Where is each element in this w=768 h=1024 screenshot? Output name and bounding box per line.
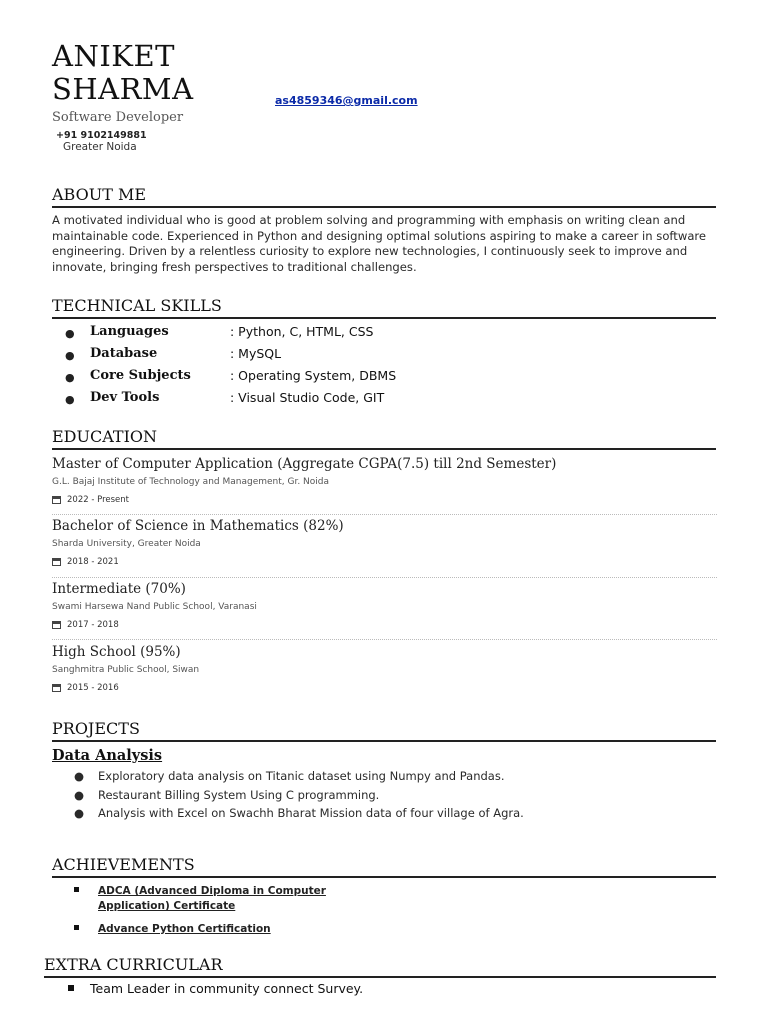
calendar-icon (52, 496, 61, 504)
institution: Swami Harsewa Nand Public School, Varanasi (52, 602, 257, 612)
bullet-icon: ● (65, 393, 75, 406)
bullet-icon: ● (65, 349, 75, 362)
bullet-icon: ● (65, 371, 75, 384)
project-item-text: Exploratory data analysis on Titanic dataset using Numpy and Pandas. (98, 769, 505, 783)
date-text: 2015 - 2016 (67, 683, 119, 693)
achievement-text: Advance Python Certification (98, 923, 271, 935)
institution: G.L. Bajaj Institute of Technology and Management, Gr. Noida (52, 477, 330, 487)
extra-item (68, 981, 468, 999)
education-heading: EDUCATION (52, 427, 716, 450)
institution: Sharda University, Greater Noida (52, 539, 201, 549)
location: Greater Noida (63, 141, 137, 153)
degree-title: Intermediate (70%) (52, 581, 186, 597)
education-entry (52, 517, 717, 567)
list-item (74, 767, 694, 786)
square-bullet-icon (74, 925, 79, 930)
skill-label: Core Subjects (90, 368, 191, 383)
skill-label: Dev Tools (90, 390, 160, 405)
name-line-2: SHARMA (52, 72, 194, 106)
date-text: 2018 - 2021 (67, 557, 119, 567)
achievement-item (74, 922, 374, 938)
date-range (52, 557, 717, 567)
date-text: 2017 - 2018 (67, 620, 119, 630)
bullet-icon: ● (74, 806, 85, 820)
skills-heading: TECHNICAL SKILLS (52, 296, 716, 319)
bullet-icon: ● (74, 769, 85, 783)
square-bullet-icon (68, 985, 74, 991)
institution: Sanghmitra Public School, Siwan (52, 665, 200, 675)
bullet-icon: ● (74, 787, 85, 802)
skill-value: : Visual Studio Code, GIT (230, 390, 385, 405)
list-item (74, 804, 694, 823)
achievement-line-2: Application) Certificate (98, 900, 236, 912)
skill-value: : Python, C, HTML, CSS (230, 324, 374, 339)
date-range (52, 495, 717, 505)
achievements-heading: ACHIEVEMENTS (52, 855, 716, 878)
skill-row (52, 323, 712, 345)
about-text: A motivated individual who is good at problem solving and programming with emphasis on writing clean and maintainable code. Experienced in Python and designing optimal solutions aspiring to make a career in software engineering. Driven by a relentless curiosity to explore new technologies, I continuously seek to improve and innovate, bringing fresh perspectives to traditional challenges. (52, 213, 707, 274)
education-entry (52, 643, 717, 693)
skill-row (52, 389, 712, 411)
job-title: Software Developer (52, 110, 184, 125)
name-line-1: ANIKET (52, 39, 175, 73)
date-text: 2022 - Present (67, 495, 129, 505)
calendar-icon (52, 621, 61, 629)
education-entry (52, 455, 717, 505)
email-link[interactable]: as4859346@gmail.com (275, 94, 418, 107)
skill-row (52, 367, 712, 389)
bullet-icon: ● (65, 327, 75, 340)
date-range (52, 620, 717, 630)
achievement-item (74, 884, 374, 916)
divider (52, 577, 717, 578)
extra-curricular-heading: EXTRA CURRICULAR (44, 955, 716, 978)
date-range (52, 683, 717, 693)
phone-number: +91 9102149881 (56, 130, 147, 141)
candidate-name (52, 40, 194, 106)
calendar-icon (52, 684, 61, 692)
extra-item-text: Team Leader in community connect Survey. (90, 981, 364, 996)
skill-row (52, 345, 712, 367)
achievement-text (98, 884, 326, 914)
projects-heading: PROJECTS (52, 719, 716, 742)
calendar-icon (52, 558, 61, 566)
divider (52, 639, 717, 640)
skills-list (52, 323, 712, 411)
project-item-text: Restaurant Billing System Using C programming. (98, 787, 380, 802)
project-item-text: Analysis with Excel on Swachh Bharat Mission data of four village of Agra. (98, 806, 524, 820)
divider (52, 514, 717, 515)
skill-label: Languages (90, 324, 169, 339)
square-bullet-icon (74, 887, 79, 892)
skill-label: Database (90, 346, 158, 361)
degree-title: High School (95%) (52, 644, 181, 660)
skill-value: : Operating System, DBMS (230, 368, 397, 383)
degree-title: Bachelor of Science in Mathematics (82%) (52, 518, 344, 534)
about-heading: ABOUT ME (52, 185, 716, 208)
degree-title: Master of Computer Application (Aggregate CGPA(7.5) till 2nd Semester) (52, 456, 557, 472)
project-list (74, 767, 694, 823)
achievement-line-1: ADCA (Advanced Diploma in Computer (98, 885, 326, 897)
education-entry (52, 580, 717, 630)
skill-value: : MySQL (230, 346, 282, 361)
project-title: Data Analysis (52, 747, 163, 764)
list-item (74, 786, 694, 805)
